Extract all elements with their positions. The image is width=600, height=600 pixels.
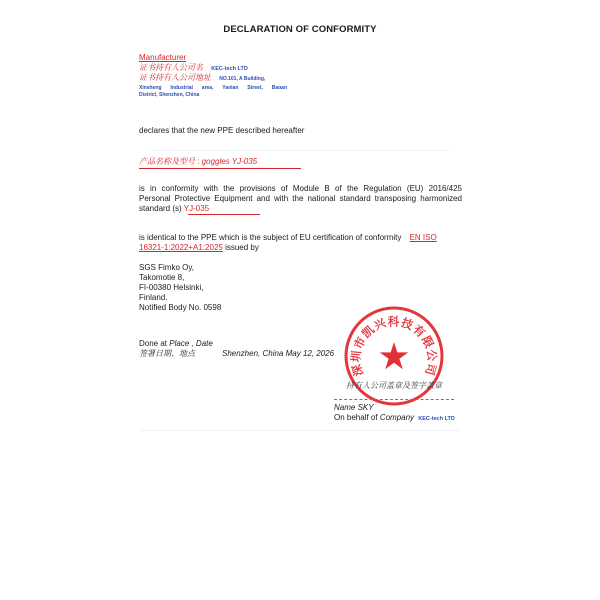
behalf-company: KEC-tech LTD [418,416,455,422]
done-at-cn: 签署日期、地点 [139,349,195,358]
identical-text: is identical to the PPE which is the subject of EU certification of conformity [139,233,402,242]
company-seal-stamp [343,305,445,407]
holder-address-row [139,73,265,84]
identical-row-2 [139,243,259,253]
holder-label-cn: 证书持有人公司名 [139,63,203,72]
address-label-cn: 证书持有人公司地址 [139,73,211,82]
standard-ref-part1: EN ISO [409,233,437,242]
signature-line [334,399,454,400]
standard-ref-part2: 16321-1:2022+A1:2025 [139,243,223,252]
done-at-prefix: Done at [139,339,170,348]
on-behalf-row [334,413,455,424]
issued-by: issued by [222,243,259,252]
identical-row [139,233,437,243]
scan-line [150,150,450,151]
declares-text: declares that the new PPE described hereafter [139,126,305,135]
conformity-line-3 [139,204,209,214]
scan-line [140,430,460,431]
done-at-row [139,339,213,349]
seal-star-icon [380,342,409,369]
manufacturer-company: KEC-tech LTD [211,66,248,72]
address-line-2: Xinsheng Industrial area, Yanlan Street, Baoan [139,85,287,91]
address-line-1: NO.101, A Building, [219,76,266,82]
conformity-line-1: is in conformity with the provisions of Module B of the Regulation (EU) 2016/425 [139,184,462,193]
place-date-value: Shenzhen, China May 12, 2026 [222,349,335,358]
notified-body-line: Finland. [139,293,168,302]
document-title: DECLARATION OF CONFORMITY [223,24,377,35]
notified-body-line: Takomotie 8, [139,273,185,282]
product-underline [139,168,301,169]
product-label-cn: 产品名称及型号 [139,157,195,166]
notified-body-line: SGS Fimko Oy, [139,263,194,272]
product-row [139,157,257,167]
standards-underline [188,214,260,215]
place-date-label: Place , Date [169,339,213,348]
standards-value: YJ-035 [181,204,210,213]
signatory-name: Name SKY [334,403,374,412]
company-label: Company [379,413,415,422]
product-value: goggles YJ-035 [201,157,258,166]
seal-text: 深圳市凯兴科技有限公司 [348,314,440,378]
notified-body-line: FI-00380 Helsinki, [139,283,204,292]
product-separator: : [195,157,202,166]
conformity-line-2: Personal Protective Equipment and with the national standard transposing harmonized [139,194,462,203]
signature-cn: 持有人公司盖章及签字盖章 [346,381,442,390]
on-behalf-prefix: On behalf of [334,413,380,422]
address-line-3: District, Shenzhen, China [139,92,200,98]
notified-body-line: Notified Body No. 0598 [139,303,222,312]
manufacturer-heading: Manufacturer [139,53,187,62]
standards-label: standard (s) [139,204,182,213]
